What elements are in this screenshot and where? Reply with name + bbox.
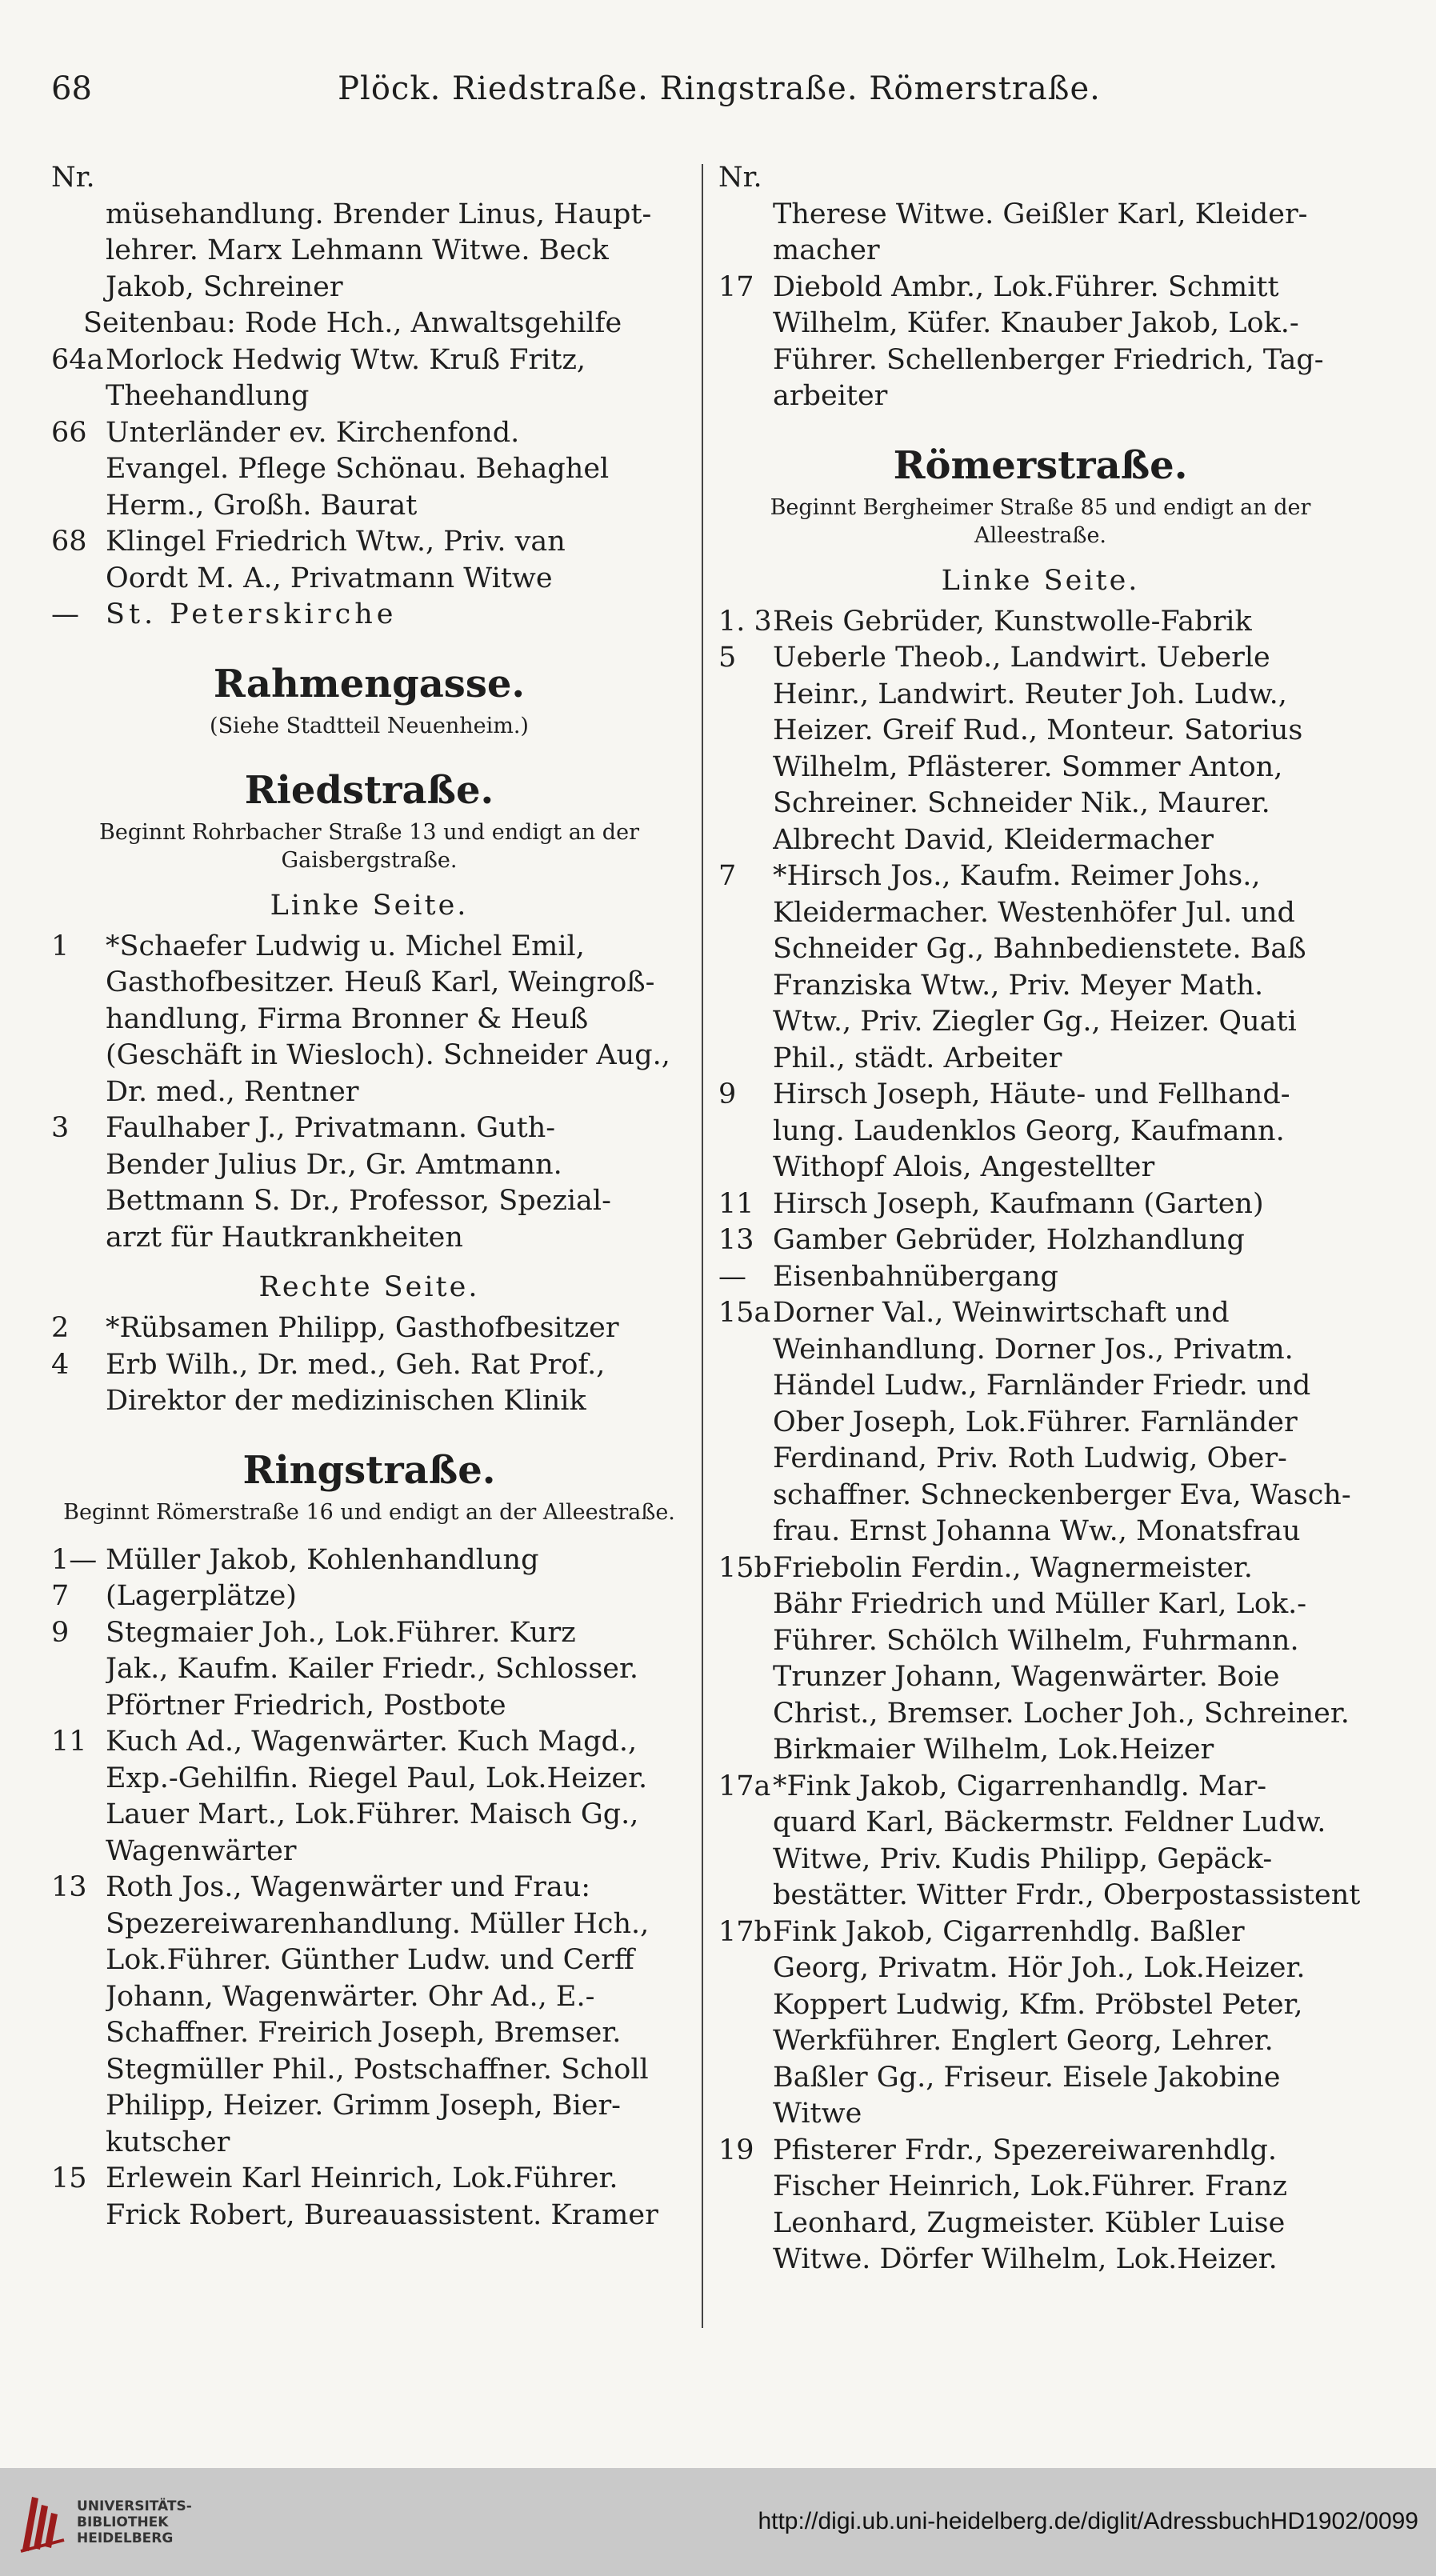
address-entry bbox=[51, 1310, 687, 1347]
address-entry bbox=[51, 524, 687, 597]
house-number: 11 bbox=[51, 1726, 87, 1758]
address-entry bbox=[51, 1347, 687, 1420]
house-number: 9 bbox=[51, 1616, 70, 1649]
house-number: — bbox=[51, 598, 79, 630]
entry-line: *Fink Jakob, Cigarrenhandlg. Mar- bbox=[773, 1770, 1267, 1802]
entry-line: Witwe. Dörfer Wilhelm, Lok.Heizer. bbox=[773, 2243, 1278, 2275]
address-entry bbox=[718, 1222, 1362, 1259]
entry-line: Georg, Privatm. Hör Joh., Lok.Heizer. bbox=[773, 1952, 1306, 1984]
entry-line: Faulhaber J., Privatmann. Guth- bbox=[106, 1112, 556, 1144]
entry-line: Bähr Friedrich und Müller Karl, Lok.- bbox=[773, 1588, 1307, 1620]
entry-line: Morlock Hedwig Wtw. Kruß Fritz, bbox=[106, 343, 586, 376]
entry-line: Fink Jakob, Cigarrenhdlg. Baßler bbox=[773, 1915, 1245, 1948]
entry-line: Johann, Wagenwärter. Ohr Ad., E.- bbox=[106, 1980, 595, 2013]
entry-line: Bettmann S. Dr., Professor, Spezial- bbox=[106, 1185, 611, 1217]
entry-line: Wtw., Priv. Ziegler Gg., Heizer. Quati bbox=[773, 1006, 1297, 1038]
entry-line: Frick Robert, Bureauassistent. Kramer bbox=[106, 2198, 658, 2231]
house-number: 3 bbox=[51, 1112, 70, 1144]
address-entry bbox=[718, 1550, 1362, 1769]
house-number: 5 bbox=[718, 642, 737, 674]
entry-line: Müller Jakob, Kohlenhandlung bbox=[106, 1543, 539, 1576]
house-number: 15 bbox=[51, 2162, 87, 2194]
entry-line: St. Peterskirche bbox=[106, 598, 398, 630]
running-title: Plöck. Riedstraße. Ringstraße. Römerstraße. bbox=[338, 70, 1101, 107]
continued-line: Therese Witwe. Geißler Karl, Kleider- bbox=[773, 198, 1308, 230]
side-heading: Rechte Seite. bbox=[258, 1271, 480, 1303]
entry-line: *Rübsamen Philipp, Gasthofbesitzer bbox=[106, 1312, 619, 1344]
logo-line: HEIDELBERG bbox=[77, 2530, 174, 2546]
entry-line: Pförtner Friedrich, Postbote bbox=[106, 1689, 506, 1722]
entry-line: schaffner. Schneckenberger Eva, Wasch- bbox=[773, 1478, 1351, 1511]
house-number: 19 bbox=[718, 2134, 754, 2166]
entry-line: Kuch Ad., Wagenwärter. Kuch Magd., bbox=[106, 1726, 638, 1758]
entry-line: Klingel Friedrich Wtw., Priv. van bbox=[106, 526, 566, 558]
entry-line: Erb Wilh., Dr. med., Geh. Rat Prof., bbox=[106, 1348, 606, 1381]
entry-line: Unterländer ev. Kirchenfond. bbox=[106, 416, 520, 449]
entry-line: Schneider Gg., Bahnbedienstete. Baß bbox=[773, 933, 1306, 965]
entry-line: Erlewein Karl Heinrich, Lok.Führer. bbox=[106, 2162, 618, 2194]
entry-line: Wagenwärter bbox=[106, 1834, 297, 1867]
entry-line: Koppert Ludwig, Kfm. Pröbstel Peter, bbox=[773, 1988, 1303, 2021]
entry-line: Herm., Großh. Baurat bbox=[106, 489, 418, 522]
entry-line: Gamber Gebrüder, Holzhandlung bbox=[773, 1224, 1245, 1256]
entry-line: Theehandlung bbox=[106, 380, 310, 412]
address-entry bbox=[718, 1259, 1362, 1296]
side-heading: Linke Seite. bbox=[941, 564, 1140, 597]
entry-line: Friebolin Ferdin., Wagnermeister. bbox=[773, 1551, 1253, 1584]
page-number: 68 bbox=[51, 70, 92, 107]
house-number: 11 bbox=[718, 1187, 754, 1220]
entry-line: Oordt M. A., Privatmann Witwe bbox=[106, 562, 553, 594]
house-number: 7 bbox=[718, 860, 737, 892]
house-number: 64a bbox=[51, 343, 104, 376]
house-number: 17a bbox=[718, 1770, 771, 1802]
continued-line: macher bbox=[773, 234, 880, 266]
entry-line: Witwe, Priv. Kudis Philipp, Gepäck- bbox=[773, 1842, 1273, 1875]
address-entry bbox=[51, 342, 687, 415]
seitenbau-line: Seitenbau: Rode Hch., Anwaltsgehilfe bbox=[83, 307, 622, 339]
entry-line: Wilhelm, Küfer. Knauber Jakob, Lok.- bbox=[773, 307, 1299, 339]
house-number: 1—7 bbox=[51, 1543, 98, 1612]
entry-line: Eisenbahnübergang bbox=[773, 1260, 1058, 1293]
entry-line: Ferdinand, Priv. Roth Ludwig, Ober- bbox=[773, 1442, 1287, 1474]
house-number: 15b bbox=[718, 1551, 772, 1584]
entry-line: Franziska Wtw., Priv. Meyer Math. bbox=[773, 969, 1264, 1002]
house-number: 2 bbox=[51, 1312, 70, 1344]
address-entry bbox=[718, 1914, 1362, 2133]
column-divider bbox=[702, 164, 703, 2328]
entry-line: Trunzer Johann, Wagenwärter. Boie bbox=[773, 1661, 1280, 1693]
entry-line: Wilhelm, Pflästerer. Sommer Anton, bbox=[773, 750, 1283, 783]
house-number: — bbox=[718, 1260, 746, 1293]
street-heading: Riedstraße. bbox=[244, 767, 494, 813]
address-entry bbox=[51, 1724, 687, 1870]
entry-line: Direktor der medizinischen Klinik bbox=[106, 1385, 586, 1417]
entry-line: Diebold Ambr., Lok.Führer. Schmitt bbox=[773, 270, 1279, 303]
house-number: 13 bbox=[51, 1871, 87, 1903]
entry-line: Leonhard, Zugmeister. Kübler Luise bbox=[773, 2206, 1286, 2239]
house-number: 66 bbox=[51, 416, 87, 449]
entry-line: Evangel. Pflege Schönau. Behaghel bbox=[106, 453, 610, 485]
entry-line: Ueberle Theob., Landwirt. Ueberle bbox=[773, 642, 1270, 674]
entry-line: Bender Julius Dr., Gr. Amtmann. bbox=[106, 1148, 562, 1181]
entry-line: quard Karl, Bäckermstr. Feldner Ludw. bbox=[773, 1806, 1326, 1838]
entry-line: Schaffner. Freirich Joseph, Bremser. bbox=[106, 2017, 622, 2049]
address-entry bbox=[718, 2133, 1362, 2278]
address-entry bbox=[718, 1186, 1362, 1223]
entry-line: Fischer Heinrich, Lok.Führer. Franz bbox=[773, 2170, 1287, 2202]
address-entry bbox=[51, 2161, 687, 2234]
address-entry bbox=[51, 1542, 687, 1615]
entry-line: Kleidermacher. Westenhöfer Jul. und bbox=[773, 896, 1295, 929]
nr-label: Nr. bbox=[51, 162, 95, 194]
address-entry bbox=[51, 1870, 687, 2161]
entry-line: Händel Ludw., Farnländer Friedr. und bbox=[773, 1370, 1311, 1402]
street-note: Beginnt Bergheimer Straße 85 und endigt an der bbox=[770, 494, 1311, 520]
house-number: 1. 3 bbox=[718, 605, 772, 638]
entry-line: Phil., städt. Arbeiter bbox=[773, 1042, 1062, 1074]
entry-line: Stegmüller Phil., Postschaffner. Scholl bbox=[106, 2053, 649, 2086]
house-number: 9 bbox=[718, 1078, 737, 1110]
address-entry bbox=[51, 1110, 687, 1256]
entry-line: Ober Joseph, Lok.Führer. Farnländer bbox=[773, 1406, 1298, 1438]
entry-line: Withopf Alois, Angestellter bbox=[773, 1151, 1155, 1183]
house-number: 68 bbox=[51, 526, 87, 558]
library-logo-icon bbox=[18, 2490, 67, 2554]
entry-line: *Hirsch Jos., Kaufm. Reimer Johs., bbox=[773, 860, 1261, 892]
entry-line: Birkmaier Wilhelm, Lok.Heizer bbox=[773, 1734, 1214, 1766]
address-entry bbox=[51, 1615, 687, 1725]
house-number: 4 bbox=[51, 1348, 70, 1381]
right-column bbox=[718, 160, 1362, 2278]
entry-line: Witwe bbox=[773, 2098, 862, 2130]
street-heading: Römerstraße. bbox=[893, 442, 1188, 488]
house-number: 17 bbox=[718, 270, 754, 303]
entry-line: (Geschäft in Wiesloch). Schneider Aug., bbox=[106, 1039, 670, 1071]
entry-line: Roth Jos., Wagenwärter und Frau: bbox=[106, 1871, 591, 1903]
side-heading: Linke Seite. bbox=[270, 889, 469, 922]
entry-line: (Lagerplätze) bbox=[106, 1580, 297, 1612]
entry-line: bestätter. Witter Frdr., Oberpostassistent bbox=[773, 1879, 1361, 1911]
entry-line: Christ., Bremser. Locher Joh., Schreiner. bbox=[773, 1697, 1350, 1730]
entry-line: Baßler Gg., Friseur. Eisele Jakobine bbox=[773, 2061, 1281, 2094]
address-entry bbox=[718, 1295, 1362, 1550]
street-note: Beginnt Römerstraße 16 und endigt an der Alleestraße. bbox=[63, 1499, 675, 1525]
library-logo-text bbox=[77, 2498, 192, 2546]
address-entry bbox=[718, 1077, 1362, 1186]
street-heading: Rahmengasse. bbox=[213, 661, 526, 706]
address-entry bbox=[51, 929, 687, 1111]
address-entry bbox=[718, 640, 1362, 858]
entry-line: kutscher bbox=[106, 2126, 230, 2158]
entry-line: Werkführer. Englert Georg, Lehrer. bbox=[773, 2025, 1274, 2057]
entry-line: Gasthofbesitzer. Heuß Karl, Weingroß- bbox=[106, 966, 655, 998]
entry-line: Exp.-Gehilfin. Riegel Paul, Lok.Heizer. bbox=[106, 1762, 648, 1794]
entry-line: Dorner Val., Weinwirtschaft und bbox=[773, 1297, 1230, 1329]
continued-line: Jakob, Schreiner bbox=[106, 270, 343, 303]
entry-line: Hirsch Joseph, Häute- und Fellhand- bbox=[773, 1078, 1290, 1110]
entry-line: Führer. Schölch Wilhelm, Fuhrmann. bbox=[773, 1624, 1299, 1657]
street-note: Beginnt Rohrbacher Straße 13 und endigt an der bbox=[99, 819, 639, 845]
footer-bar bbox=[0, 2468, 1436, 2576]
entry-line: Jak., Kaufm. Kailer Friedr., Schlosser. bbox=[106, 1653, 639, 1685]
house-number: 13 bbox=[718, 1224, 754, 1256]
left-column bbox=[51, 160, 687, 2234]
address-entry bbox=[718, 270, 1362, 415]
logo-line: BIBLIOTHEK bbox=[77, 2514, 169, 2530]
entry-line: Spezereiwarenhandlung. Müller Hch., bbox=[106, 1907, 650, 1940]
entry-line: Philipp, Heizer. Grimm Joseph, Bier- bbox=[106, 2090, 621, 2122]
entry-line: Lok.Führer. Günther Ludw. und Cerff bbox=[106, 1944, 634, 1976]
street-heading: Ringstraße. bbox=[242, 1447, 496, 1493]
entry-line: Lauer Mart., Lok.Führer. Maisch Gg., bbox=[106, 1798, 639, 1830]
continued-line: müsehandlung. Brender Linus, Haupt- bbox=[106, 198, 652, 230]
entry-line: arbeiter bbox=[773, 380, 888, 412]
entry-line: Weinhandlung. Dorner Jos., Privatm. bbox=[773, 1333, 1294, 1366]
street-note: Gaisbergstraße. bbox=[281, 847, 458, 873]
entry-line: handlung, Firma Bronner & Heuß bbox=[106, 1002, 589, 1035]
entry-line: lung. Laudenklos Georg, Kaufmann. bbox=[773, 1114, 1285, 1147]
house-number: 15a bbox=[718, 1297, 771, 1329]
page-header bbox=[51, 64, 1387, 128]
entry-line: Dr. med., Rentner bbox=[106, 1075, 359, 1108]
entry-line: Heizer. Greif Rud., Monteur. Satorius bbox=[773, 714, 1303, 746]
address-entry bbox=[718, 604, 1362, 641]
street-note: (Siehe Stadtteil Neuenheim.) bbox=[210, 713, 529, 738]
continued-line: lehrer. Marx Lehmann Witwe. Beck bbox=[106, 234, 609, 266]
entry-line: Stegmaier Joh., Lok.Führer. Kurz bbox=[106, 1616, 576, 1649]
entry-line: arzt für Hautkrankheiten bbox=[106, 1221, 463, 1254]
entry-line: Albrecht David, Kleidermacher bbox=[773, 823, 1214, 856]
entry-line: Pfisterer Frdr., Spezereiwarenhdlg. bbox=[773, 2134, 1277, 2166]
address-entry bbox=[51, 597, 687, 634]
entry-line: Hirsch Joseph, Kaufmann (Garten) bbox=[773, 1187, 1264, 1220]
entry-line: Heinr., Landwirt. Reuter Joh. Ludw., bbox=[773, 678, 1287, 710]
address-entry bbox=[718, 858, 1362, 1077]
entry-line: Reis Gebrüder, Kunstwolle-Fabrik bbox=[773, 605, 1252, 638]
address-entry bbox=[51, 415, 687, 525]
entry-line: Schreiner. Schneider Nik., Maurer. bbox=[773, 787, 1270, 819]
entry-line: Führer. Schellenberger Friedrich, Tag- bbox=[773, 343, 1324, 376]
house-number: 17b bbox=[718, 1915, 772, 1948]
source-url[interactable]: http://digi.ub.uni-heidelberg.de/diglit/AdressbuchHD1902/0099 bbox=[758, 2508, 1418, 2534]
entry-line: *Schaefer Ludwig u. Michel Emil, bbox=[106, 930, 585, 962]
street-note: Alleestraße. bbox=[974, 522, 1107, 548]
logo-line: UNIVERSITÄTS- bbox=[77, 2498, 192, 2514]
address-entry bbox=[718, 1769, 1362, 1914]
house-number: 1 bbox=[51, 930, 70, 962]
nr-label: Nr. bbox=[718, 162, 762, 194]
entry-line: frau. Ernst Johanna Ww., Monatsfrau bbox=[773, 1515, 1301, 1547]
